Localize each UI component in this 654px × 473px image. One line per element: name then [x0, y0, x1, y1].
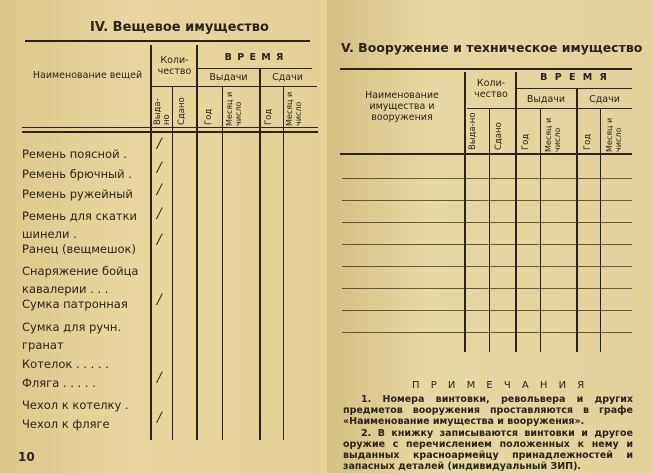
rule — [25, 40, 310, 42]
section-title: IV. Вещевое имущество — [90, 20, 269, 35]
list-item: Ремень ружейный — [22, 187, 133, 201]
list-item: Чехол к котелку . — [22, 398, 129, 412]
row-rule — [342, 200, 632, 201]
issued-mark: / — [157, 232, 162, 248]
rule — [197, 68, 312, 69]
time-header: В Р Е М Я — [540, 72, 609, 83]
rule — [576, 88, 578, 352]
rule — [467, 108, 632, 109]
quantity-header: Коли-чество — [157, 55, 192, 77]
rule — [150, 45, 152, 440]
row-rule — [342, 332, 632, 333]
list-item: Чехол к фляге — [22, 417, 110, 431]
month-header: Месяц и число — [605, 117, 623, 152]
row-rule — [342, 288, 632, 289]
month-header: Месяц и число — [285, 91, 303, 126]
rule — [22, 131, 318, 133]
list-item: Ремень брючный . — [22, 167, 132, 181]
list-item: Ремень для скатки шинели . — [22, 209, 138, 241]
row-rule — [342, 266, 632, 267]
rule — [540, 108, 541, 352]
rule — [196, 45, 198, 440]
note-1: 1. Номера винтовки, револьвера и других предметов вооружения проставляются в графе «Наименование имущества и вооружения». — [343, 394, 633, 427]
rule — [22, 127, 318, 128]
list-item: Ранец (вещмешок) — [22, 242, 136, 256]
rule — [340, 68, 632, 70]
rule — [172, 86, 173, 440]
page-number: 10 — [18, 450, 35, 464]
list-item: Сумка для ручн. гранат — [22, 320, 122, 352]
return-header: Сдачи — [589, 94, 620, 105]
notes-title: П Р И М Е Ч А Н И Я — [412, 380, 589, 391]
row-rule — [342, 244, 632, 245]
row-rule — [342, 222, 632, 223]
returned-header: Сдано — [494, 122, 504, 150]
section-title: V. Вооружение и техническое имущество — [341, 40, 643, 55]
issued-mark: / — [157, 206, 162, 222]
rule — [464, 72, 466, 352]
rule — [489, 108, 490, 352]
list-item: Котелок . . . . . — [22, 357, 109, 371]
month-header: Месяц и число — [544, 117, 562, 152]
year-header: Год — [521, 133, 531, 150]
rule — [517, 88, 632, 89]
issue-header: Выдачи — [209, 72, 248, 83]
issued-header: Выда-но — [468, 112, 478, 150]
issued-mark: / — [157, 370, 162, 386]
issued-mark: / — [157, 292, 162, 308]
rule — [515, 72, 517, 352]
issue-header: Выдачи — [526, 94, 566, 105]
rule — [222, 86, 223, 440]
quantity-header: Коли-чество — [474, 78, 508, 100]
list-item: Ремень поясной . — [22, 147, 127, 161]
return-header: Сдачи — [272, 72, 303, 83]
row-rule — [342, 310, 632, 311]
list-item: Сумка патронная — [22, 297, 128, 311]
issued-mark: / — [157, 136, 162, 152]
time-header: В Р Е М Я — [224, 52, 285, 63]
list-item: Фляга . . . . . — [22, 376, 96, 390]
rule — [259, 68, 261, 440]
rule — [600, 108, 601, 352]
row-rule — [342, 178, 632, 179]
issued-header: Выда-но — [153, 98, 172, 125]
rule — [152, 86, 317, 87]
name-header: Наименование имущества и вооружения — [365, 90, 439, 123]
list-item: Снаряжение бойца кавалерии . . . — [22, 264, 139, 296]
note-2: 2. В книжку записываются винтовки и другое оружие с перечислением положенных к нему и выданных красноармейцу принадлежностей и запасных деталей (индивидуальный ЗИП). — [343, 428, 633, 472]
issued-mark: / — [157, 160, 162, 176]
year-header: Год — [204, 108, 214, 125]
month-header: Месяц и число — [225, 91, 243, 126]
right-page — [327, 0, 654, 473]
year-header: Год — [583, 133, 593, 150]
issued-mark: / — [157, 410, 162, 426]
issued-mark: / — [157, 182, 162, 198]
rule — [340, 153, 632, 155]
rule — [283, 86, 284, 440]
year-header: Год — [264, 108, 274, 125]
name-header: Наименование вещей — [32, 70, 143, 81]
returned-header: Сдано — [177, 97, 187, 125]
